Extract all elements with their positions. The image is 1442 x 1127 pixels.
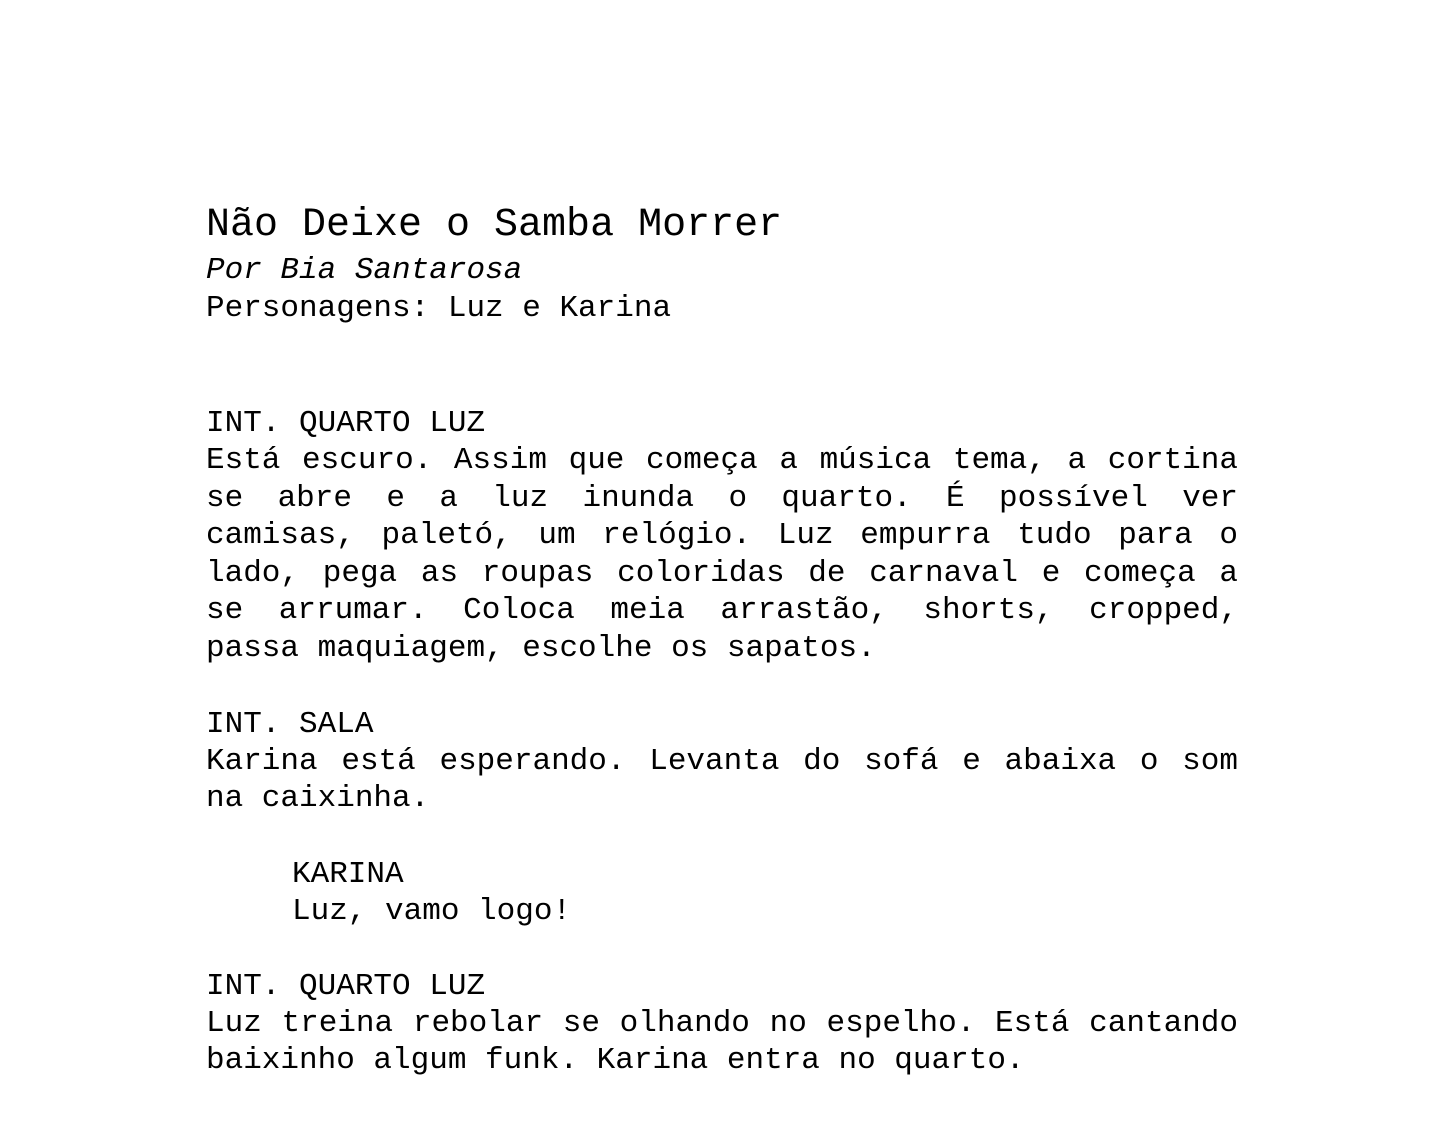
scene-action: Luz treina rebolar se olhando no espelho. Está cantando baixinho algum funk. Karina entra no quarto. — [206, 1005, 1238, 1079]
dialogue-block — [292, 856, 1238, 930]
dialogue-line: Luz, vamo logo! — [292, 893, 572, 929]
scene-3 — [206, 968, 1238, 1080]
characters-line: Personagens: Luz e Karina — [206, 291, 672, 326]
scene-heading: INT. QUARTO LUZ — [206, 968, 486, 1004]
dialogue-speaker: KARINA — [292, 856, 404, 892]
scene-2 — [206, 706, 1238, 930]
scene-action: Karina está esperando. Levanta do sofá e abaixa o som na caixinha. — [206, 743, 1238, 817]
script-author: Por Bia Santarosa — [206, 253, 523, 288]
scene-action: Está escuro. Assim que começa a música tema, a cortina se abre e a luz inunda o quarto. É possível ver camisas, paletó, um relógio. Luz empurra tudo para o lado, pega as roupas coloridas de carnaval e começa a se arrumar. Coloca meia arrastão, shorts, cropped, passa maquiagem, escolhe os sapatos. — [206, 443, 1238, 666]
scene-heading: INT. QUARTO LUZ — [206, 406, 486, 441]
script-page — [206, 200, 1238, 1080]
script-title: Não Deixe o Samba Morrer — [206, 203, 783, 248]
scene-1 — [206, 405, 1238, 668]
scene-heading: INT. SALA — [206, 706, 374, 742]
